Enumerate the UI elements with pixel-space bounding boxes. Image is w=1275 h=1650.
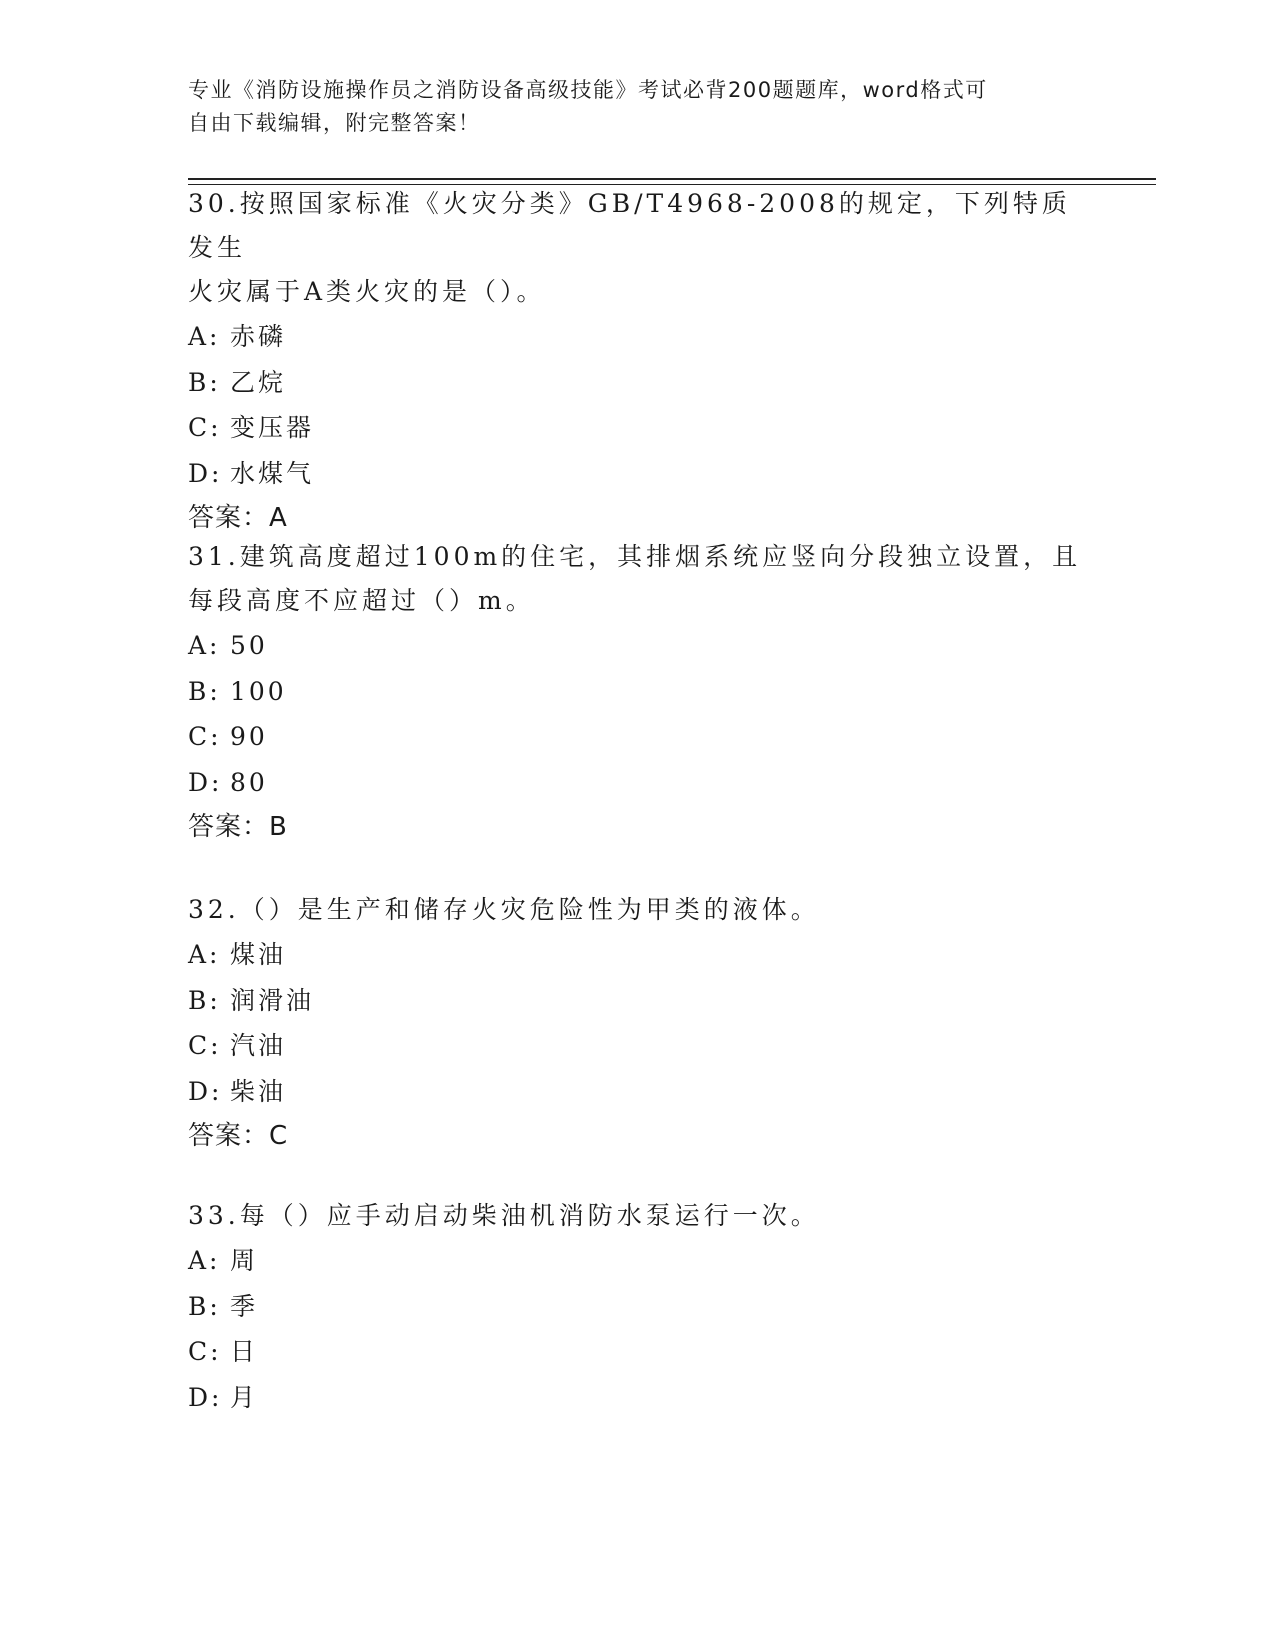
option-c (188, 714, 1088, 760)
question-stem (188, 1194, 1088, 1238)
option-key: B: (188, 676, 221, 706)
option-key: D: (188, 1076, 223, 1106)
option-text: 月 (230, 1382, 259, 1412)
option-text: 乙烷 (230, 367, 287, 397)
option-key: C: (188, 722, 222, 751)
option-d (188, 451, 1088, 497)
option-c (188, 1329, 1088, 1375)
question-stem (188, 888, 1088, 932)
header-line-2: 自由下载编辑，附完整答案！ (188, 111, 481, 135)
answer-line: 答案：C (188, 1121, 289, 1151)
option-text: 煤油 (230, 940, 287, 969)
option-d (188, 760, 1088, 806)
option-a (188, 314, 1088, 360)
option-list (188, 932, 1088, 1114)
option-b (188, 978, 1088, 1024)
option-text: 变压器 (230, 413, 315, 442)
option-c (188, 405, 1088, 451)
option-key: C: (188, 1337, 222, 1366)
option-d (188, 1375, 1088, 1421)
question-stem (188, 535, 1088, 623)
option-text: 周 (230, 1246, 259, 1275)
option-text: 90 (230, 722, 268, 751)
option-text: 润滑油 (230, 985, 315, 1015)
question-33 (188, 1194, 1088, 1420)
option-key: A: (188, 322, 221, 351)
question-stem-line-1: 33.每（）应手动启动柴油机消防水泵运行一次。 (188, 1201, 820, 1230)
option-key: D: (188, 1382, 223, 1412)
option-text: 50 (230, 631, 268, 660)
header-divider-thick (188, 178, 1156, 180)
option-text: 100 (230, 676, 287, 706)
question-31 (188, 535, 1088, 850)
option-d (188, 1069, 1088, 1115)
question-32 (188, 888, 1088, 1159)
option-text: 汽油 (230, 1031, 287, 1060)
option-b (188, 360, 1088, 406)
question-stem-line-2: 每段高度不应超过（）m。 (188, 586, 535, 615)
option-a (188, 623, 1088, 669)
option-text: 赤磷 (230, 322, 287, 351)
option-list (188, 1238, 1088, 1420)
option-text: 季 (230, 1291, 259, 1321)
option-key: A: (188, 1246, 221, 1275)
header-line-1: 专业《消防设施操作员之消防设备高级技能》考试必背200题题库，word格式可 (188, 78, 988, 102)
question-stem (188, 182, 1088, 314)
option-text: 水煤气 (230, 458, 315, 488)
question-stem-line-2: 火灾属于A类火灾的是（）。 (188, 277, 546, 306)
option-key: A: (188, 940, 221, 969)
option-key: C: (188, 1031, 222, 1060)
option-text: 柴油 (230, 1076, 287, 1106)
option-b (188, 669, 1088, 715)
option-key: D: (188, 458, 223, 488)
option-text: 80 (230, 767, 268, 797)
option-b (188, 1284, 1088, 1330)
option-text: 日 (230, 1337, 259, 1366)
question-stem-line-1: 31.建筑高度超过100m的住宅，其排烟系统应竖向分段独立设置，且 (188, 542, 1082, 571)
answer-line: 答案：A (188, 503, 288, 533)
document-header (188, 74, 1068, 140)
option-a (188, 932, 1088, 978)
option-key: C: (188, 413, 222, 442)
answer-line: 答案：B (188, 812, 288, 842)
question-30 (188, 182, 1088, 541)
option-key: B: (188, 367, 221, 397)
option-list (188, 314, 1088, 496)
option-key: A: (188, 631, 221, 660)
option-key: B: (188, 985, 221, 1015)
question-stem-line-1: 32.（）是生产和储存火灾危险性为甲类的液体。 (188, 895, 820, 924)
option-c (188, 1023, 1088, 1069)
question-stem-line-1: 30.按照国家标准《火灾分类》GB/T4968-2008的规定，下列特质发生 (188, 189, 1071, 262)
option-list (188, 623, 1088, 805)
option-key: B: (188, 1291, 221, 1321)
option-a (188, 1238, 1088, 1284)
option-key: D: (188, 767, 223, 797)
